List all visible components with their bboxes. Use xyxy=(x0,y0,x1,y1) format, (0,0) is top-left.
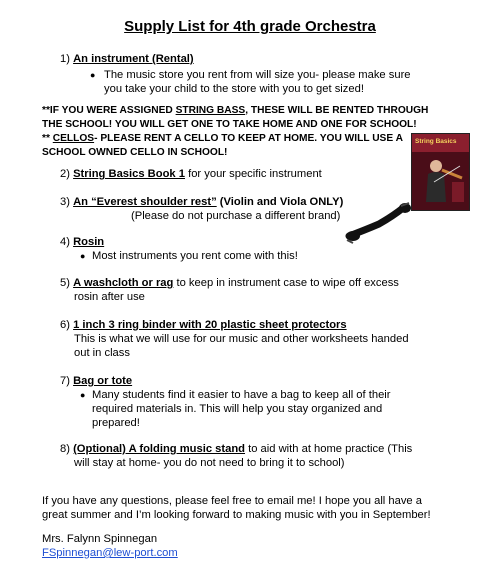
warning-text: , THESE WILL BE RENTED THROUGH xyxy=(245,105,429,116)
item-text: out in class xyxy=(74,347,130,359)
warning-text: THE SCHOOL! YOU WILL GET ONE TO TAKE HOME AND ONE FOR SCHOOL! xyxy=(42,119,417,130)
warning-text: - PLEASE RENT A CELLO TO KEEP AT HOME. YOU WILL USE A xyxy=(94,133,403,144)
item-number: 8) xyxy=(60,443,70,455)
item-heading: Rosin xyxy=(73,236,105,248)
bass-warning xyxy=(42,104,428,118)
item-text: rosin after use xyxy=(74,291,145,303)
item-text: The music store you rent from will size you- please make sure xyxy=(104,69,411,81)
bullet: ● xyxy=(90,70,96,80)
warning-emphasis: STRING BASS xyxy=(175,105,246,116)
item-heading: 1 inch 3 ring binder with 20 plastic sheet protectors xyxy=(73,319,347,331)
item-text: (Please do not purchase a different brand) xyxy=(131,210,341,222)
item-text: you take your child to the store with you to get sized! xyxy=(104,83,364,95)
item-book xyxy=(60,167,322,181)
item-heading: (Optional) A folding music stand xyxy=(73,443,246,455)
closing-text: great summer and I’m looking forward to making music with you in September! xyxy=(42,509,431,521)
item-number: 1) xyxy=(60,53,70,65)
book-cover-image xyxy=(411,133,470,211)
item-heading: A washcloth or rag xyxy=(73,277,174,289)
warning-text: SCHOOL OWNED CELLO IN SCHOOL! xyxy=(42,147,228,158)
item-text: required materials in. This will help you stay organized and xyxy=(92,403,383,415)
item-heading: An instrument (Rental) xyxy=(73,53,194,65)
item-shoulder-rest xyxy=(60,195,343,209)
closing-text: If you have any questions, please feel free to email me! I hope you all have a xyxy=(42,495,422,507)
item-text: (Violin and Viola ONLY) xyxy=(216,196,344,208)
bullet: ● xyxy=(80,390,86,400)
cello-warning xyxy=(42,132,403,146)
item-text: Many students find it easier to have a bag to keep all of their xyxy=(92,389,391,401)
warning-text: **IF YOU WERE ASSIGNED xyxy=(42,105,176,116)
bullet: ● xyxy=(80,251,86,261)
item-heading: Bag or tote xyxy=(73,375,133,387)
item-text: to aid with at home practice (This xyxy=(245,443,413,455)
item-heading: An “Everest shoulder rest” xyxy=(73,196,217,208)
item-number: 6) xyxy=(60,319,70,331)
item-instrument xyxy=(60,52,194,66)
item-number: 7) xyxy=(60,375,70,387)
item-rosin xyxy=(60,235,104,249)
item-text: to keep in instrument case to wipe off excess xyxy=(173,277,399,289)
warning-emphasis: CELLOS xyxy=(52,133,95,144)
item-number: 5) xyxy=(60,277,70,289)
item-heading: String Basics Book 1 xyxy=(73,168,185,180)
item-text: prepared! xyxy=(92,417,140,429)
item-number: 3) xyxy=(60,196,70,208)
email-link[interactable]: FSpinnegan@lew-port.com xyxy=(42,547,178,559)
warning-text: ** xyxy=(42,133,53,144)
item-text: Most instruments you rent come with this! xyxy=(92,250,298,262)
item-number: 2) xyxy=(60,168,70,180)
signature-name: Mrs. Falynn Spinnegan xyxy=(42,533,158,545)
item-text: will stay at home- you do not need to bring it to school) xyxy=(74,457,345,469)
item-text: for your specific instrument xyxy=(184,168,322,180)
item-bag xyxy=(60,374,132,388)
page-title: Supply List for 4th grade Orchestra xyxy=(124,18,376,35)
shoulder-rest-image xyxy=(345,200,415,245)
item-text: This is what we will use for our music and other worksheets handed xyxy=(74,333,409,345)
item-music-stand xyxy=(60,442,412,456)
item-binder xyxy=(60,318,347,332)
book-cover-text: String Basics xyxy=(415,138,457,145)
item-washcloth xyxy=(60,276,399,290)
item-number: 4) xyxy=(60,236,70,248)
violinist-photo xyxy=(412,152,469,211)
